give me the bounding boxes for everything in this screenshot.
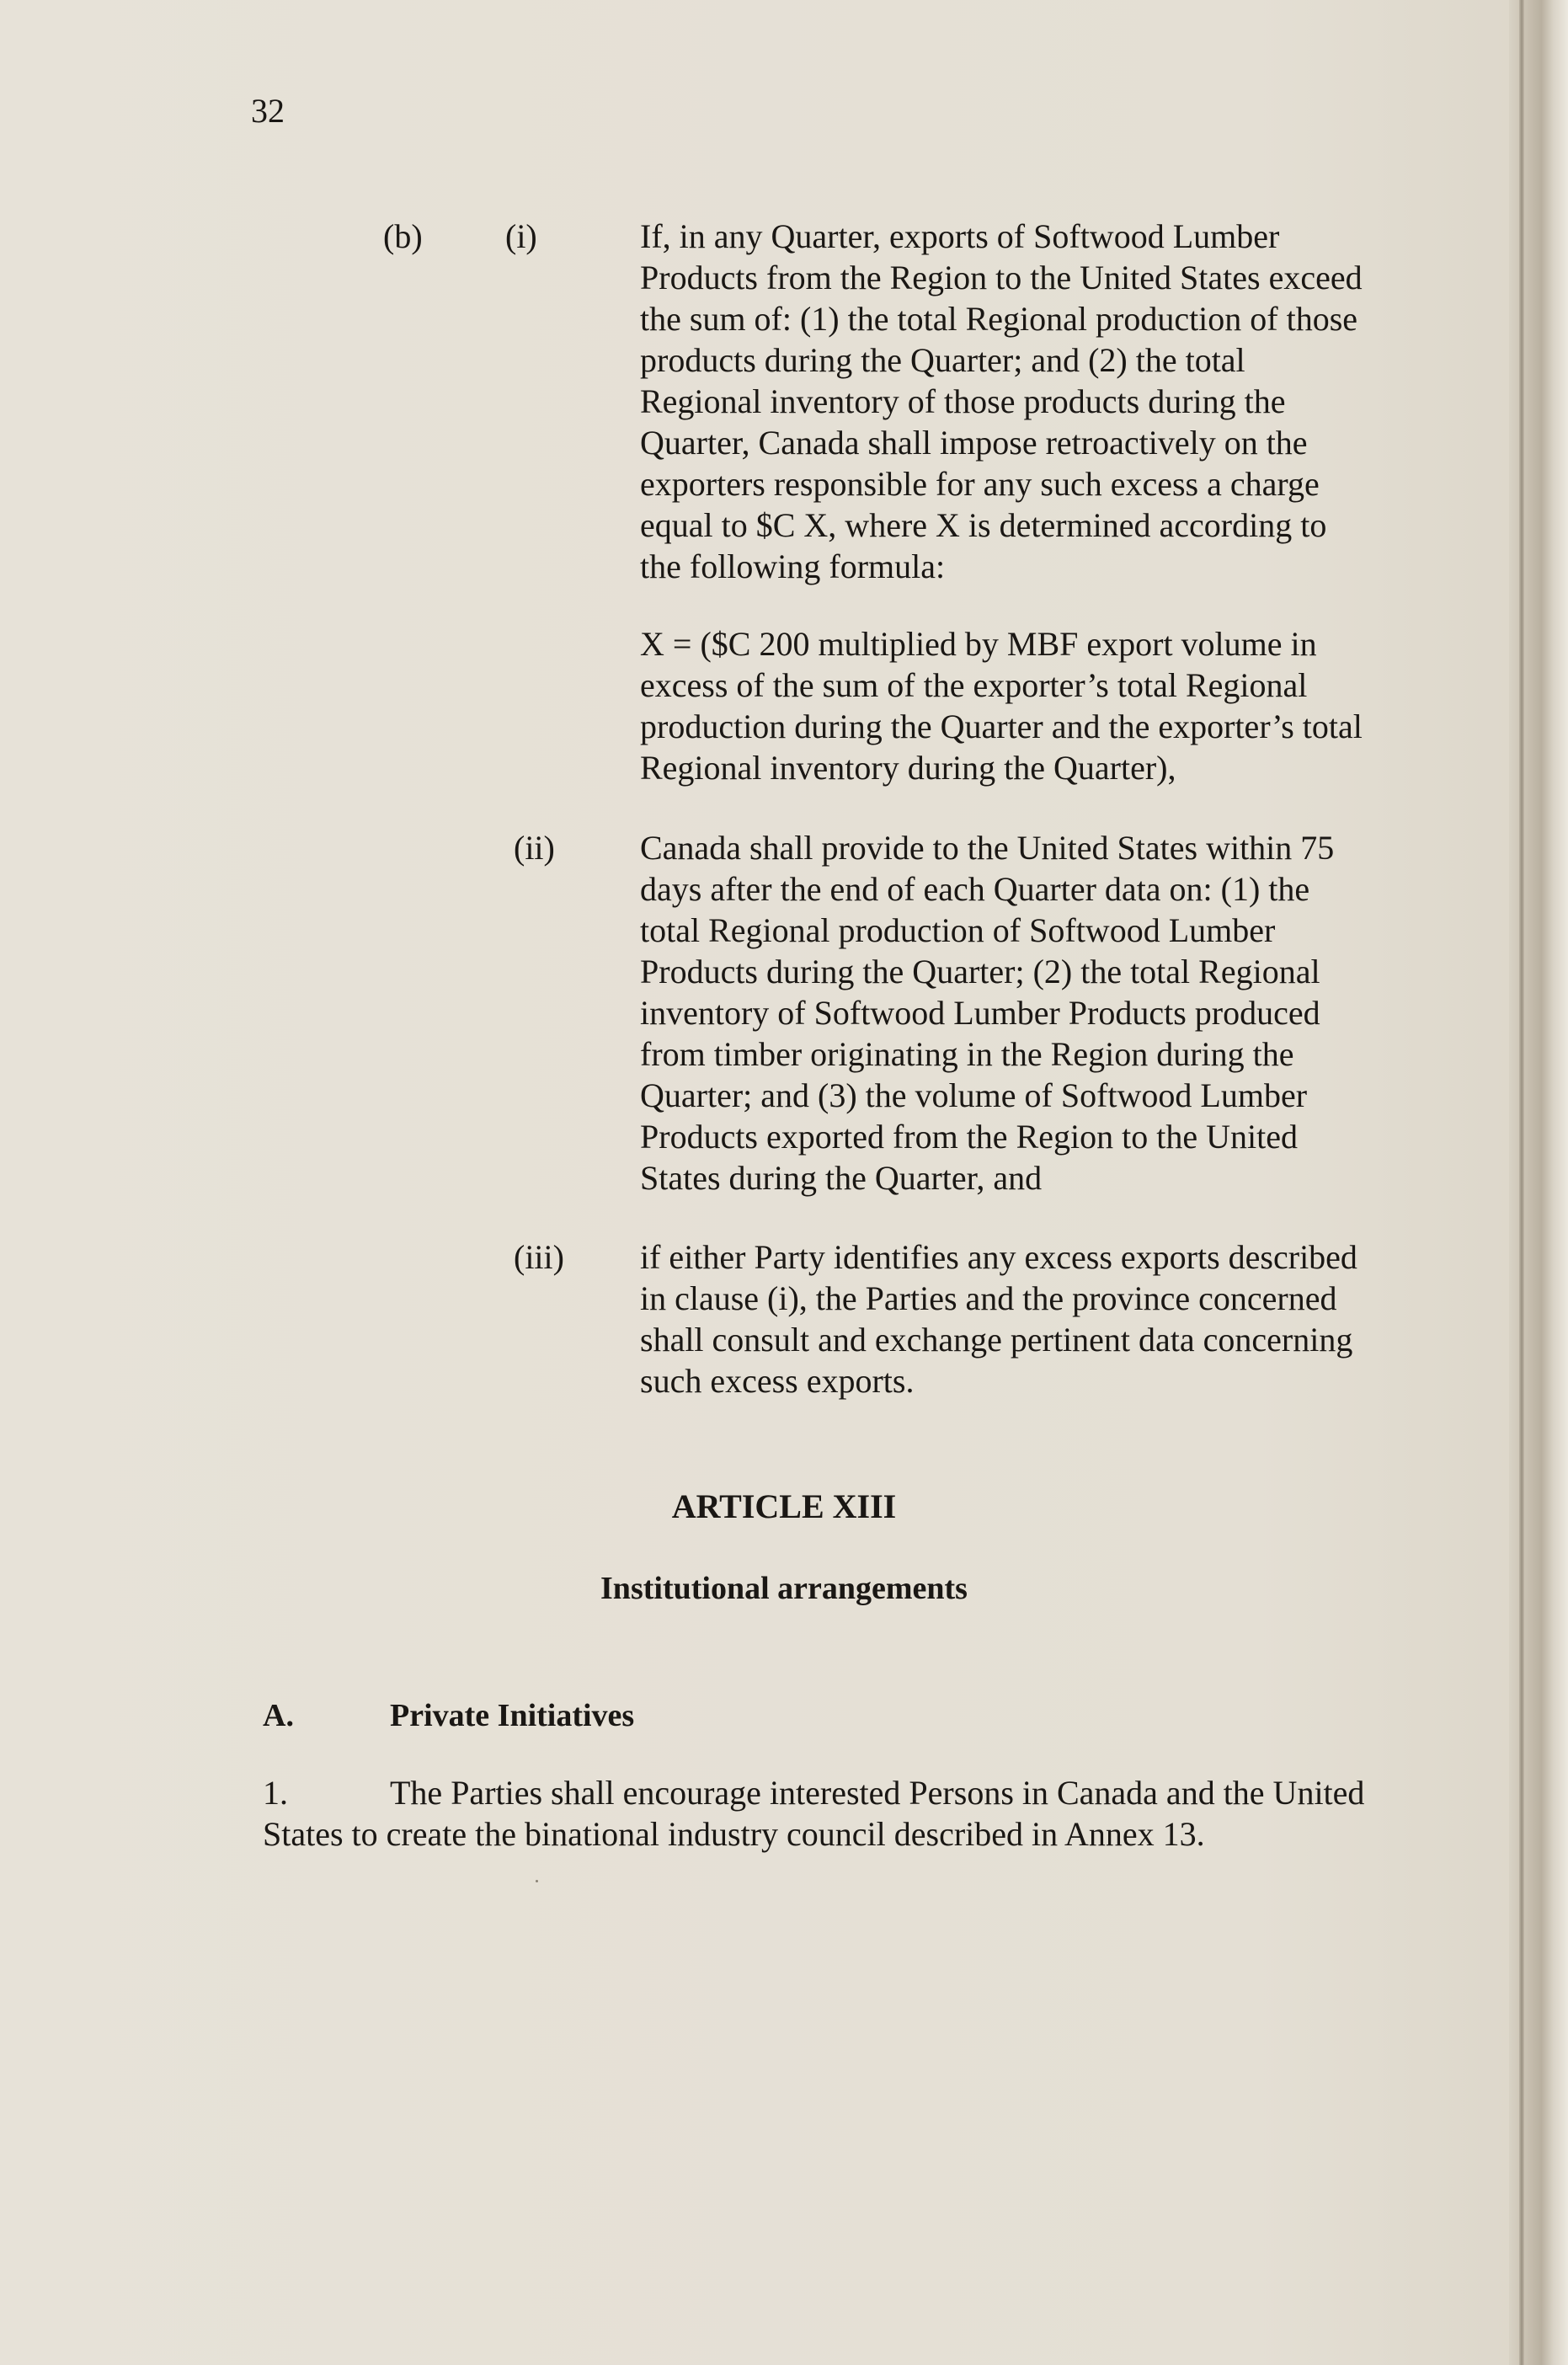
article-subtitle: Institutional arrangements — [600, 1571, 968, 1606]
clause-ii-label: (ii) — [514, 829, 555, 867]
paragraph-1-text: The Parties shall encourage interested Persons in Canada and the United States to create the binational industry council described in Annex 13. — [263, 1774, 1365, 1853]
section-letter: A. — [263, 1698, 294, 1733]
section-title: Private Initiatives — [390, 1698, 635, 1733]
article-title: ARTICLE XIII — [671, 1487, 897, 1525]
page-number: 32 — [251, 92, 285, 130]
clause-iii-label: (iii) — [514, 1238, 564, 1276]
book-gutter-edge — [1519, 0, 1524, 2365]
clause-iii-text: if either Party identifies any excess exports described in clause (i), the Parties and the province concerned shall consult and exchange pertinent data concerning such excess exports. — [640, 1238, 1357, 1400]
clause-ii-text: Canada shall provide to the United States within 75 days after the end of each Quarter data on: (1) the total Regional production of Softwood Lumber Products during the Quarter; (2) the total Regional inventory of Softwood Lumber Products produced from timber originating in the Region during the Quarter; and (3) the volume of Softwood Lumber Products exported from the Region to the United States during the Quarter, and — [640, 829, 1335, 1197]
formula-text: X = ($C 200 multiplied by MBF export volume in excess of the sum of the exporter’s total Regional production during the Quarter and the exporter’s total Regional inventory during the Quarter), — [640, 625, 1363, 787]
paragraph-1-number: 1. — [263, 1774, 288, 1812]
clause-i-text: If, in any Quarter, exports of Softwood Lumber Products from the Region to the United States exceed the sum of: (1) the total Regional production of those products during the Quarter; and (2) the total Regional inventory of those products during the Quarter, Canada shall impose retroactively on the exporters responsible for any such excess a charge equal to $C X, where X is determined according to the following formula: — [640, 217, 1363, 585]
clause-i-label: (i) — [505, 217, 537, 255]
paragraph-1 — [263, 1772, 1442, 1855]
clause-b-label: (b) — [383, 217, 423, 255]
stray-mark — [536, 1880, 538, 1882]
book-spine-shadow — [1509, 0, 1568, 2365]
